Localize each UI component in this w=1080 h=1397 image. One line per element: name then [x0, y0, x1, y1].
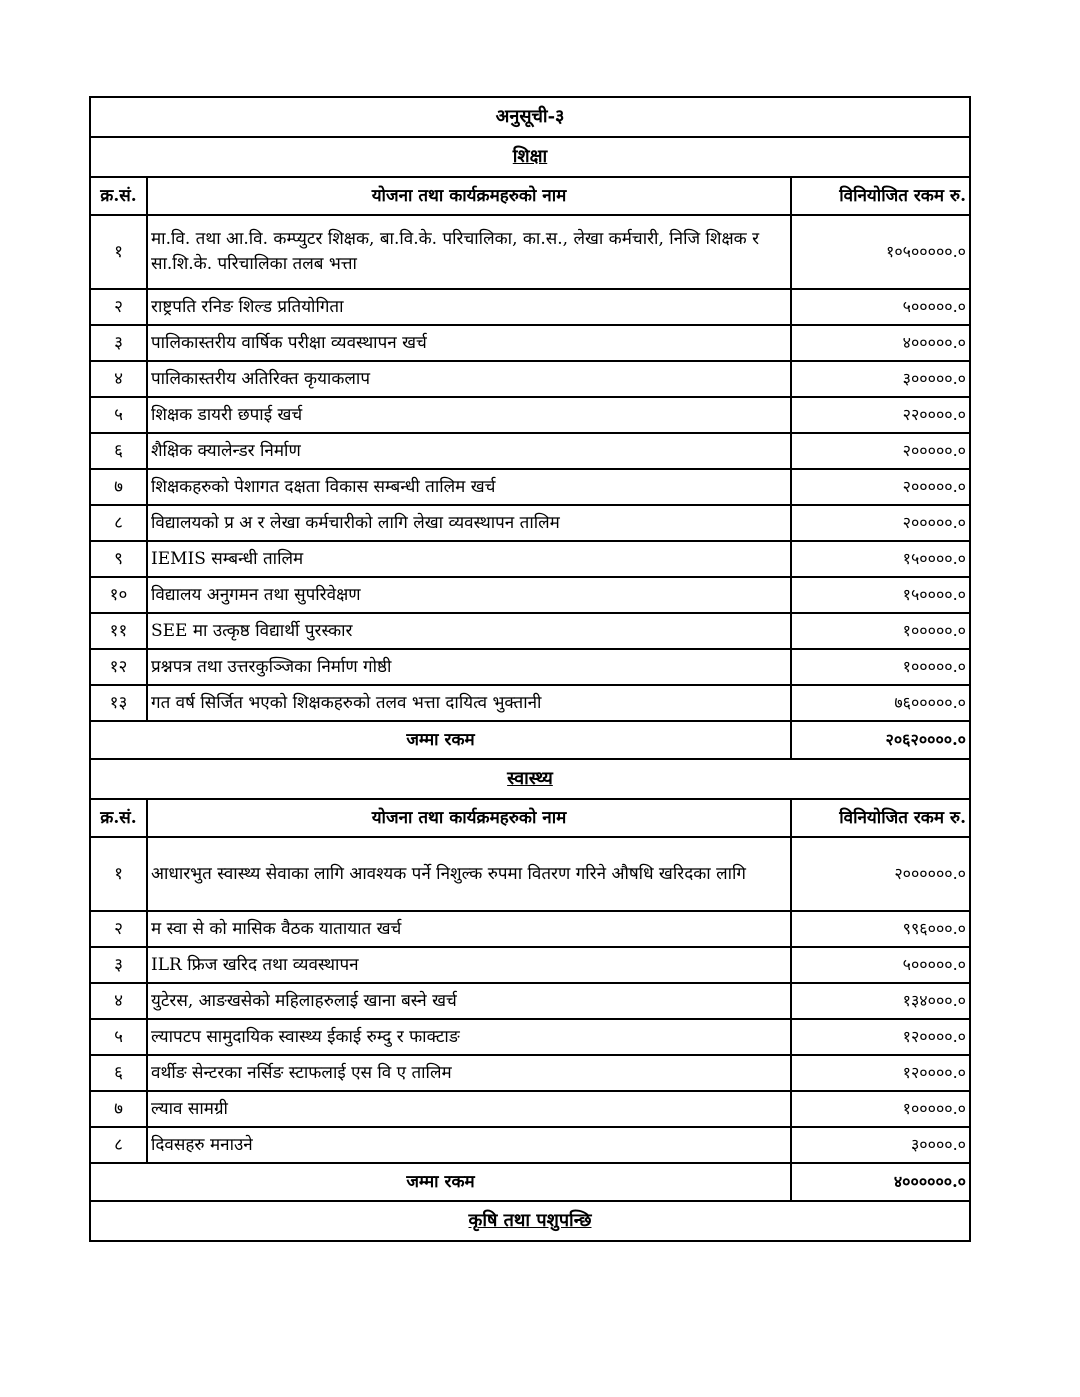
program-name: शैक्षिक क्यालेन्डर निर्माण: [147, 433, 791, 469]
program-name: विद्यालय अनुगमन तथा सुपरिवेक्षण: [147, 577, 791, 613]
allocated-amount: ४०००००.०: [791, 325, 970, 361]
table-row: [90, 325, 970, 361]
total-row: [90, 721, 970, 759]
serial-number: ६: [90, 1055, 147, 1091]
allocated-amount: ७६०००००.०: [791, 685, 970, 721]
table-row: [90, 837, 970, 911]
program-name: आधारभुत स्वास्थ्य सेवाका लागि आवश्यक पर्ने निशुल्क रुपमा वितरण गरिने औषधि खरिदका लागि: [147, 837, 791, 911]
table-row: [90, 1127, 970, 1163]
program-name: गत वर्ष सिर्जित भएको शिक्षकहरुको तलव भत्ता दायित्व भुक्तानी: [147, 685, 791, 721]
serial-number: ८: [90, 1127, 147, 1163]
allocated-amount: १०५०००००.०: [791, 215, 970, 289]
column-header-row: [90, 799, 970, 837]
allocated-amount: १५००००.०: [791, 541, 970, 577]
total-amount: ४००००००.०: [791, 1163, 970, 1201]
program-name: वर्थीङ सेन्टरका नर्सिङ स्टाफलाई एस वि ए तालिम: [147, 1055, 791, 1091]
program-name: शिक्षक डायरी छपाई खर्च: [147, 397, 791, 433]
column-header-amount: विनियोजित रकम रु.: [791, 799, 970, 837]
serial-number: ८: [90, 505, 147, 541]
serial-number: ७: [90, 469, 147, 505]
serial-number: २: [90, 911, 147, 947]
section-heading-cell: [90, 137, 970, 177]
table-row: [90, 505, 970, 541]
program-name: शिक्षकहरुको पेशागत दक्षता विकास सम्बन्धी तालिम खर्च: [147, 469, 791, 505]
serial-number: ७: [90, 1091, 147, 1127]
section-heading-row: [90, 759, 970, 799]
serial-number: ६: [90, 433, 147, 469]
table-row: [90, 1019, 970, 1055]
allocated-amount: २०००००.०: [791, 469, 970, 505]
serial-number: १: [90, 837, 147, 911]
allocated-amount: १३४०००.०: [791, 983, 970, 1019]
table-row: [90, 361, 970, 397]
allocated-amount: २२००००.०: [791, 397, 970, 433]
serial-number: ११: [90, 613, 147, 649]
allocated-amount: ९९६०००.०: [791, 911, 970, 947]
program-name: राष्ट्रपति रनिङ शिल्ड प्रतियोगिता: [147, 289, 791, 325]
program-name: SEE मा उत्कृष्ठ विद्यार्थी पुरस्कार: [147, 613, 791, 649]
serial-number: ५: [90, 397, 147, 433]
table-row: [90, 613, 970, 649]
table-row: [90, 983, 970, 1019]
table-row: [90, 469, 970, 505]
table-row: [90, 685, 970, 721]
program-name: ILR फ्रिज खरिद तथा व्यवस्थापन: [147, 947, 791, 983]
total-amount: २०६२००००.०: [791, 721, 970, 759]
allocated-amount: ३०००००.०: [791, 361, 970, 397]
serial-number: ५: [90, 1019, 147, 1055]
table-row: [90, 1091, 970, 1127]
allocated-amount: १२००००.०: [791, 1055, 970, 1091]
schedule-title: अनुसूची-३: [90, 97, 970, 137]
program-name: ल्याव सामग्री: [147, 1091, 791, 1127]
column-header-serial: क्र.सं.: [90, 177, 147, 215]
allocated-amount: १२००००.०: [791, 1019, 970, 1055]
column-header-row: [90, 177, 970, 215]
allocated-amount: १५००००.०: [791, 577, 970, 613]
section-heading-cell: [90, 1201, 970, 1241]
schedule-title-row: [90, 97, 970, 137]
program-name: प्रश्नपत्र तथा उत्तरकुञ्जिका निर्माण गोष्ठी: [147, 649, 791, 685]
section-heading: कृषि तथा पशुपन्छि: [468, 1209, 592, 1231]
table-row: [90, 1055, 970, 1091]
program-name: पालिकास्तरीय वार्षिक परीक्षा व्यवस्थापन खर्च: [147, 325, 791, 361]
column-header-serial: क्र.सं.: [90, 799, 147, 837]
serial-number: १३: [90, 685, 147, 721]
allocated-amount: ५०००००.०: [791, 947, 970, 983]
serial-number: १२: [90, 649, 147, 685]
total-label: जम्मा रकम: [90, 1163, 791, 1201]
section-heading: शिक्षा: [512, 145, 548, 167]
serial-number: ९: [90, 541, 147, 577]
serial-number: ४: [90, 983, 147, 1019]
section-heading-row: [90, 1201, 970, 1241]
serial-number: ४: [90, 361, 147, 397]
allocated-amount: ३००००.०: [791, 1127, 970, 1163]
program-name: म स्वा से को मासिक वैठक यातायात खर्च: [147, 911, 791, 947]
program-name: IEMIS सम्बन्धी तालिम: [147, 541, 791, 577]
allocated-amount: २०००००.०: [791, 433, 970, 469]
table-row: [90, 289, 970, 325]
serial-number: ३: [90, 947, 147, 983]
program-name: दिवसहरु मनाउने: [147, 1127, 791, 1163]
column-header-name: योजना तथा कार्यक्रमहरुको नाम: [147, 799, 791, 837]
allocated-amount: १०००००.०: [791, 1091, 970, 1127]
section-heading: स्वास्थ्य: [507, 767, 553, 789]
table-row: [90, 577, 970, 613]
table-row: [90, 649, 970, 685]
table-row: [90, 541, 970, 577]
allocated-amount: ५०००००.०: [791, 289, 970, 325]
column-header-name: योजना तथा कार्यक्रमहरुको नाम: [147, 177, 791, 215]
table-row: [90, 215, 970, 289]
serial-number: २: [90, 289, 147, 325]
program-name: ल्यापटप सामुदायिक स्वास्थ्य ईकाई रुम्दु र फाक्टाङ: [147, 1019, 791, 1055]
allocated-amount: १०००००.०: [791, 613, 970, 649]
table-row: [90, 911, 970, 947]
table-row: [90, 947, 970, 983]
schedule-table: [89, 96, 971, 1242]
allocated-amount: १०००००.०: [791, 649, 970, 685]
program-name: मा.वि. तथा आ.वि. कम्प्युटर शिक्षक, बा.वि.के. परिचालिका, का.स., लेखा कर्मचारी, निजि शिक्षक र सा.शि.के. परिचालिका तलब भत्ता: [147, 215, 791, 289]
table-row: [90, 397, 970, 433]
column-header-amount: विनियोजित रकम रु.: [791, 177, 970, 215]
program-name: युटेरस, आङखसेको महिलाहरुलाई खाना बस्ने खर्च: [147, 983, 791, 1019]
total-row: [90, 1163, 970, 1201]
total-label: जम्मा रकम: [90, 721, 791, 759]
section-heading-cell: [90, 759, 970, 799]
serial-number: ३: [90, 325, 147, 361]
section-heading-row: [90, 137, 970, 177]
table-row: [90, 433, 970, 469]
serial-number: १०: [90, 577, 147, 613]
serial-number: १: [90, 215, 147, 289]
allocated-amount: २००००००.०: [791, 837, 970, 911]
program-name: विद्यालयको प्र अ र लेखा कर्मचारीको लागि लेखा व्यवस्थापन तालिम: [147, 505, 791, 541]
allocated-amount: २०००००.०: [791, 505, 970, 541]
program-name: पालिकास्तरीय अतिरिक्त कृयाकलाप: [147, 361, 791, 397]
